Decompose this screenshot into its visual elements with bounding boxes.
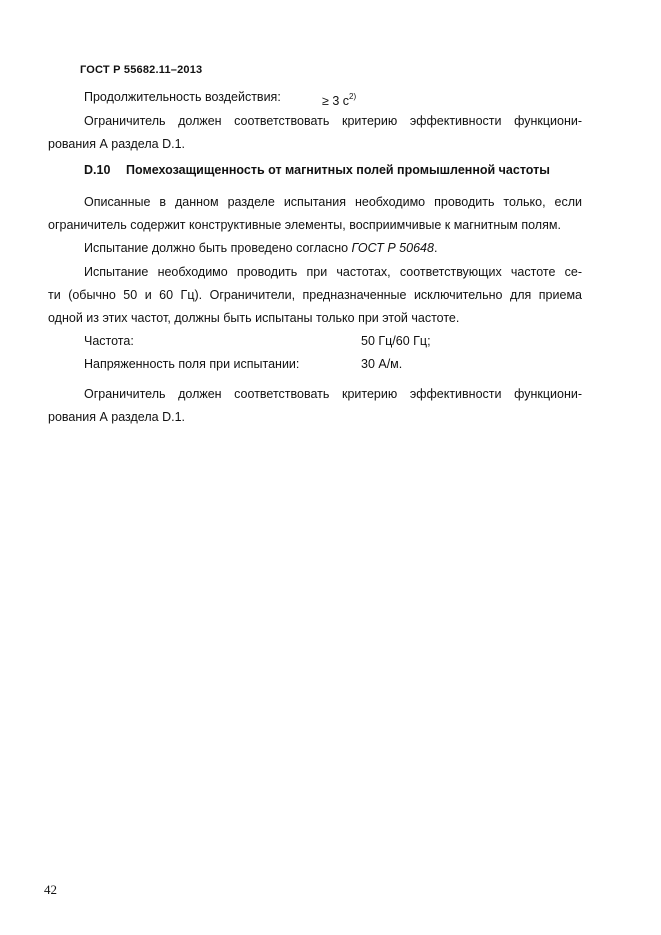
criterion-1-line1: Ограничитель должен соответствовать критерию эффективности функциони- [84,114,582,128]
footnote-ref: 2) [349,92,357,101]
duration-value: ≥ 3 с [322,94,350,108]
para-2-end: . [433,241,438,255]
param-field-label: Напряженность поля при испытании: [84,357,300,371]
para-2 [84,240,437,256]
criterion-2-line1: Ограничитель должен соответствовать критерию эффективности функциони- [84,387,582,401]
duration-value-wrap [322,89,356,109]
standard-header: ГОСТ Р 55682.11–2013 [80,64,203,76]
param-frequency-value: 50 Гц/60 Гц; [361,334,431,348]
criterion-1-line2: рования А раздела D.1. [48,137,185,151]
section-heading [84,163,550,177]
param-field-value: 30 А/м. [361,357,403,371]
para-3-line1: Испытание необходимо проводить при частотах, соответствующих частоте се- [84,265,582,279]
duration-label: Продолжительность воздействия: [84,90,281,104]
para-2-text: Испытание должно быть проведено согласно [84,241,352,255]
criterion-2-line2: рования А раздела D.1. [48,410,185,424]
param-frequency-label: Частота: [84,334,134,348]
para-1-line2: ограничитель содержит конструктивные элементы, восприимчивые к магнитным полям. [48,218,561,232]
section-title: Помехозащищенность от магнитных полей промышленной частоты [126,163,550,177]
standard-reference: ГОСТ Р 50648 [351,241,434,255]
page-number: 42 [44,882,57,897]
para-1-line1: Описанные в данном разделе испытания необходимо проводить только, если [84,195,582,209]
para-3-line3: одной из этих частот, должны быть испытаны только при этой частоте. [48,311,460,325]
para-3-line2: ти (обычно 50 и 60 Гц). Ограничители, предназначенные исключительно для приема [48,288,582,302]
section-number: D.10 [84,163,111,177]
